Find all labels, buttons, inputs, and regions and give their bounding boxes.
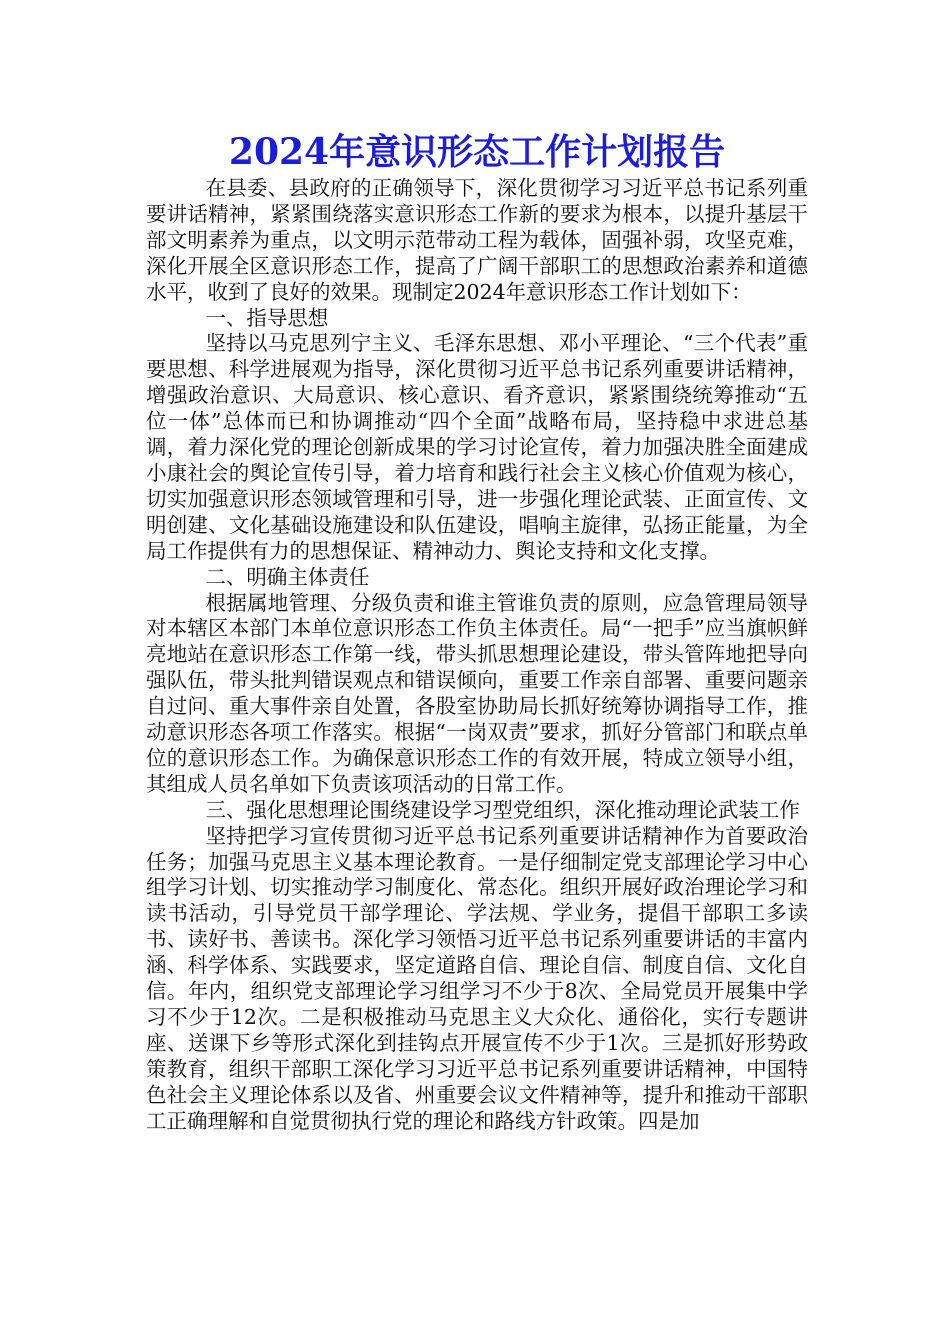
section-heading-main-responsibility: 二、明确主体责任: [205, 564, 370, 589]
section-body-guiding-ideology: 坚持以马克思列宁主义、毛泽东思想、邓小平理论、“三个代表”重要思想、科学进展观为指导，深化贯彻习近平总书记系列重要讲话精神，增强政治意识、大局意识、核心意识、看齐意识，紧紧围绕统筹推动“五位一体”总体而已和协调推动“四个全面”战略布局，坚持稳中求进总基调，着力深化党的理论创新成果的学习讨论宣传，着力加强决胜全面建成小康社会的舆论宣传引导，着力培育和践行社会主义核心价值观为核心，切实加强意识形态领域管理和引导，进一步强化理论武装、正面宣传、文明创建、文化基础设施建设和队伍建设，唱响主旋律，弘扬正能量，为全局工作提供有力的思想保证、精神动力、舆论支持和文化支撑。: [146, 331, 808, 563]
section-body-main-responsibility: 根据属地管理、分级负责和谁主管谁负责的原则，应急管理局领导对本辖区本部门本单位意识形态工作负主体责任。局“一把手”应当旗帜鲜亮地站在意识形态工作第一线，带头抓思想理论建设，带头管阵地把导向强队伍，带头批判错误观点和错误倾向，重要工作亲自部署、重要问题亲自过问、重大事件亲自处置，各股室协助局长抓好统筹协调指导工作，推动意识形态各项工作落实。根据“一岗双责”要求，抓好分管部门和联点单位的意识形态工作。为确保意识形态工作的有效开展，特成立领导小组，其组成人员名单如下负责该项活动的日常工作。: [146, 590, 808, 796]
document-title: 2024年意识形态工作计划报告: [228, 131, 726, 173]
section-heading-theory-study: 三、强化思想理论围绕建设学习型党组织，深化推动理论武装工作: [205, 797, 800, 822]
section-heading-guiding-ideology: 一、指导思想: [205, 305, 329, 330]
document-body: [146, 128, 808, 1135]
section-body-theory-study: 坚持把学习宣传贯彻习近平总书记系列重要讲话精神作为首要政治任务；加强马克思主义基本理论教育。一是仔细制定党支部理论学习中心组学习计划、切实推动学习制度化、常态化。组织开展好政治理论学习和读书活动，引导党员干部学理论、学法规、学业务，提倡干部职工多读书、读好书、善读书。深化学习领悟习近平总书记系列重要讲话的丰富内涵、科学体系、实践要求，坚定道路自信、理论自信、制度自信、文化自信。年内，组织党支部理论学习组学习不少于8次、全局党员开展集中学习不少于12次。二是积极推动马克思主义大众化、通俗化，实行专题讲座、送课下乡等形式深化到挂钩点开展宣传不少于1次。三是抓好形势政策教育，组织干部职工深化学习习近平总书记系列重要讲话精神，中国特色社会主义理论体系以及省、州重要会议文件精神等，提升和推动干部职工正确理解和自觉贯彻执行党的理论和路线方针政策。四是加: [146, 823, 808, 1133]
intro-paragraph: 在县委、县政府的正确领导下，深化贯彻学习习近平总书记系列重要讲话精神，紧紧围绕落实意识形态工作新的要求为根本，以提升基层干部文明素养为重点，以文明示范带动工程为载体，固强补弱，攻坚克难，深化开展全区意识形态工作，提高了广阔干部职工的思想政治素养和道德水平，收到了良好的效果。现制定2024年意识形态工作计划如下：: [146, 176, 808, 304]
